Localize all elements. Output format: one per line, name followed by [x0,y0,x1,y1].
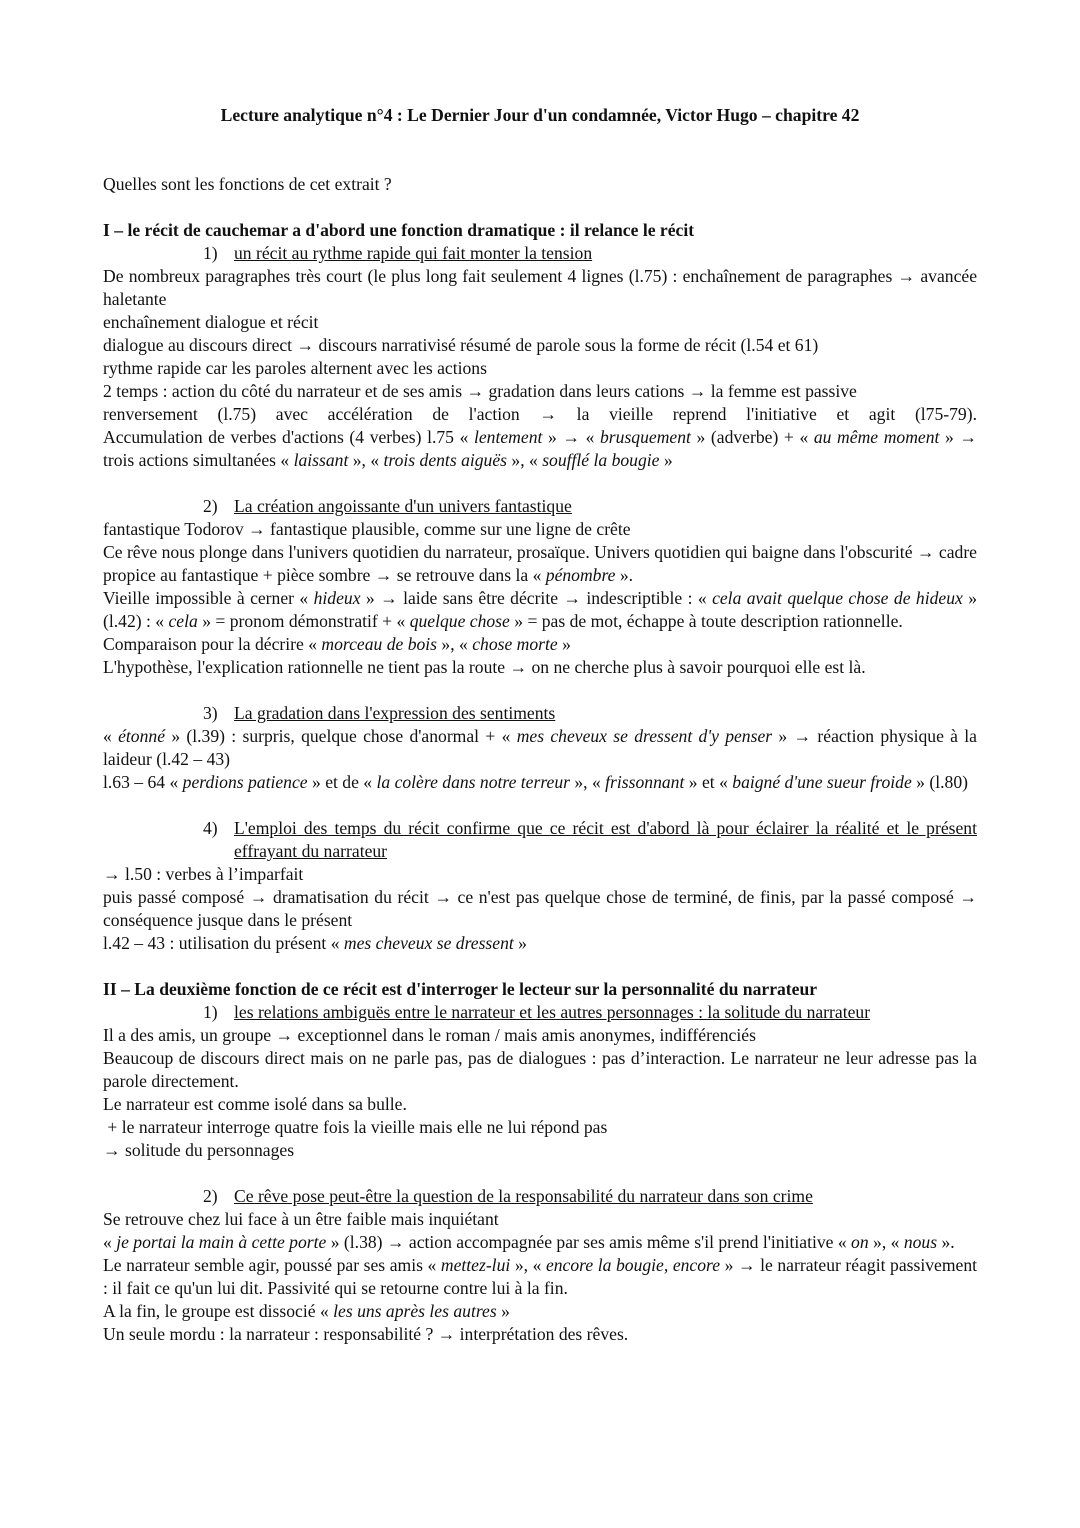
paragraph [103,541,977,587]
section-title: les relations ambiguës entre le narrateur et les autres personnages : la solitude du narrateur [234,1002,871,1022]
section-title: La gradation dans l'expression des sentiments [234,703,556,723]
part-1-section-2-heading [103,495,977,518]
quote: lentement [473,427,543,447]
part-1-section-4-heading [103,817,977,863]
part-2-section-2-heading [103,1185,977,1208]
paragraph: Se retrouve chez lui face à un être faible mais inquiétant [103,1209,499,1229]
quote: perdions patience [182,772,308,792]
paragraph: puis passé composé → dramatisation du récit → ce n'est pas quelque chose de terminé, de finis, par la passé composé → conséquence jusque dans le présent [103,887,977,930]
paragraph [103,932,977,955]
quote: quelque chose [409,611,510,631]
paragraph [103,633,977,656]
paragraph: Beaucoup de discours direct mais on ne parle pas, pas de dialogues : pas d’interaction. Le narrateur ne leur adresse pas la parole directement. [103,1048,977,1091]
text-run: » = pas de mot, échappe à toute description rationnelle. [509,611,903,631]
main-question: Quelles sont les fonctions de cet extrait ? [103,174,392,194]
section-title: L'emploi des temps du récit confirme que ce récit est d'abord là pour éclairer la réalité et le présent effrayant du narrateur [234,818,977,861]
paragraph: dialogue au discours direct → discours narrativisé résumé de parole sous la forme de récit (l.54 et 61) [103,335,819,355]
text-run: » [659,450,673,470]
text-run: « [103,726,119,746]
text-run: », « [868,1232,904,1252]
paragraph: renversement (l.75) avec accélération de l'action → la vieille reprend l'initiative et agit (l75-79). [103,404,977,424]
paragraph [103,1254,977,1300]
text-run: ». [937,1232,955,1252]
section-number: 1) [203,1002,218,1022]
part-1-section-3-heading [103,702,977,725]
paragraph: → solitude du personnages [103,1140,295,1160]
quote: au même moment [813,427,940,447]
paragraph: + le narrateur interroge quatre fois la vieille mais elle ne lui répond pas [103,1117,608,1137]
quote: chose morte [472,634,558,654]
section-number: 4) [203,818,218,838]
quote: je portai la main à cette porte [116,1232,327,1252]
paragraph: L'hypothèse, l'explication rationnelle ne tient pas la route → on ne cherche plus à savoir pourquoi elle est là. [103,657,866,677]
quote: hideux [313,588,361,608]
text-run: Comparaison pour la décrire « [103,634,322,654]
part-2-section-1-heading [103,1001,977,1024]
text-run: l.42 – 43 : utilisation du présent « [103,933,344,953]
text-run: » → le narrateur réagit passivement : il fait ce qu'un lui dit. Passivité qui se retourne contre lui à la fin. [103,1255,978,1298]
part-2-heading: II – La deuxième fonction de ce récit est d'interroger le lecteur sur la personnalité du narrateur [103,979,818,999]
text-run: ». [615,565,634,585]
text-run: » (l.39) : surpris, quelque chose d'anormal + « [165,726,517,746]
section-number: 1) [203,243,218,263]
text-run: », « [437,634,473,654]
text-run: » → laide sans être décrite → indescriptible : « [360,588,713,608]
text-run: » (l.80) [911,772,968,792]
paragraph [103,587,977,633]
text-run: l.63 – 64 « [103,772,183,792]
text-run: » et de « [307,772,377,792]
paragraph [103,725,977,771]
text-run: », « [348,450,384,470]
text-run: Accumulation de verbes d'actions (4 verbes) l.75 « [103,427,474,447]
quote: cela avait quelque chose de hideux [712,588,963,608]
quote: cela [168,611,198,631]
paragraph [103,1300,977,1323]
section-title: Ce rêve pose peut-être la question de la responsabilité du narrateur dans son crime [234,1186,813,1206]
quote: laissant [293,450,349,470]
quote: baigné d'une sueur froide [732,772,912,792]
quote: mes cheveux se dressent d'y penser [516,726,773,746]
text-run: » → trois actions simultanées « [103,427,978,470]
quote: soufflé la bougie [542,450,660,470]
paragraph: → l.50 : verbes à l’imparfait [103,864,304,884]
text-run: », « [507,450,543,470]
section-title: La création angoissante d'un univers fantastique [234,496,572,516]
paragraph [103,426,977,472]
text-run: Ce rêve nous plonge dans l'univers quotidien du narrateur, prosaïque. Univers quotidien qui baigne dans l'obscurité → cadre propice au fantastique + pièce sombre → se retrouve dans la « [103,542,977,585]
part-1-heading: I – le récit de cauchemar a d'abord une fonction dramatique : il relance le récit [103,220,695,240]
text-run: » [496,1301,510,1321]
text-run: » → « [542,427,600,447]
quote: brusquement [600,427,691,447]
text-run: », « [569,772,606,792]
text-run: » = pronom démonstratif + « [197,611,410,631]
quote: les uns après les autres [333,1301,497,1321]
paragraph: 2 temps : action du côté du narrateur et de ses amis → gradation dans leurs cations → la femme est passive [103,381,857,401]
text-run: A la fin, le groupe est dissocié « [103,1301,334,1321]
text-run: » [513,933,527,953]
quote: on [851,1232,869,1252]
quote: nous [903,1232,938,1252]
text-run: » (l.38) → action accompagnée par ses amis même s'il prend l'initiative « [326,1232,852,1252]
paragraph: fantastique Todorov → fantastique plausible, comme sur une ligne de crête [103,519,631,539]
quote: morceau de bois [321,634,438,654]
paragraph: enchaînement dialogue et récit [103,312,319,332]
text-run: » [557,634,571,654]
text-run: », « [510,1255,546,1275]
section-number: 2) [203,1186,218,1206]
quote: la colère dans notre terreur [376,772,570,792]
paragraph: De nombreux paragraphes très court (le plus long fait seulement 4 lignes (l.75) : enchaînement de paragraphes → avancée haletante [103,266,977,309]
part-1-section-1-heading [103,242,977,265]
quote: trois dents aiguës [383,450,507,470]
text-run: » (adverbe) + « [690,427,814,447]
paragraph: Il a des amis, un groupe → exceptionnel dans le roman / mais amis anonymes, indifférenciés [103,1025,756,1045]
paragraph [103,1231,977,1254]
text-run: Vieille impossible à cerner « [103,588,314,608]
text-run: » (l.42) : « [103,588,977,631]
text-run: » → réaction physique à la laideur (l.42 – 43) [103,726,977,769]
quote: étonné [118,726,166,746]
text-run: « [103,1232,117,1252]
text-run: » et « [684,772,733,792]
section-title: un récit au rythme rapide qui fait monter la tension [234,243,593,263]
quote: frissonnant [605,772,685,792]
text-run: Le narrateur semble agir, poussé par ses amis « [103,1255,441,1275]
paragraph [103,771,977,794]
quote: mettez-lui [440,1255,511,1275]
quote: mes cheveux se dressent [343,933,514,953]
quote: encore la bougie, encore [545,1255,721,1275]
paragraph: Le narrateur est comme isolé dans sa bulle. [103,1094,407,1114]
section-number: 3) [203,703,218,723]
paragraph: rythme rapide car les paroles alternent avec les actions [103,358,487,378]
section-number: 2) [203,496,218,516]
quote: pénombre [545,565,616,585]
paragraph: Un seule mordu : la narrateur : responsabilité ? → interprétation des rêves. [103,1324,629,1344]
document-title: Lecture analytique n°4 : Le Dernier Jour d'un condamnée, Victor Hugo – chapitre 42 [220,105,860,125]
